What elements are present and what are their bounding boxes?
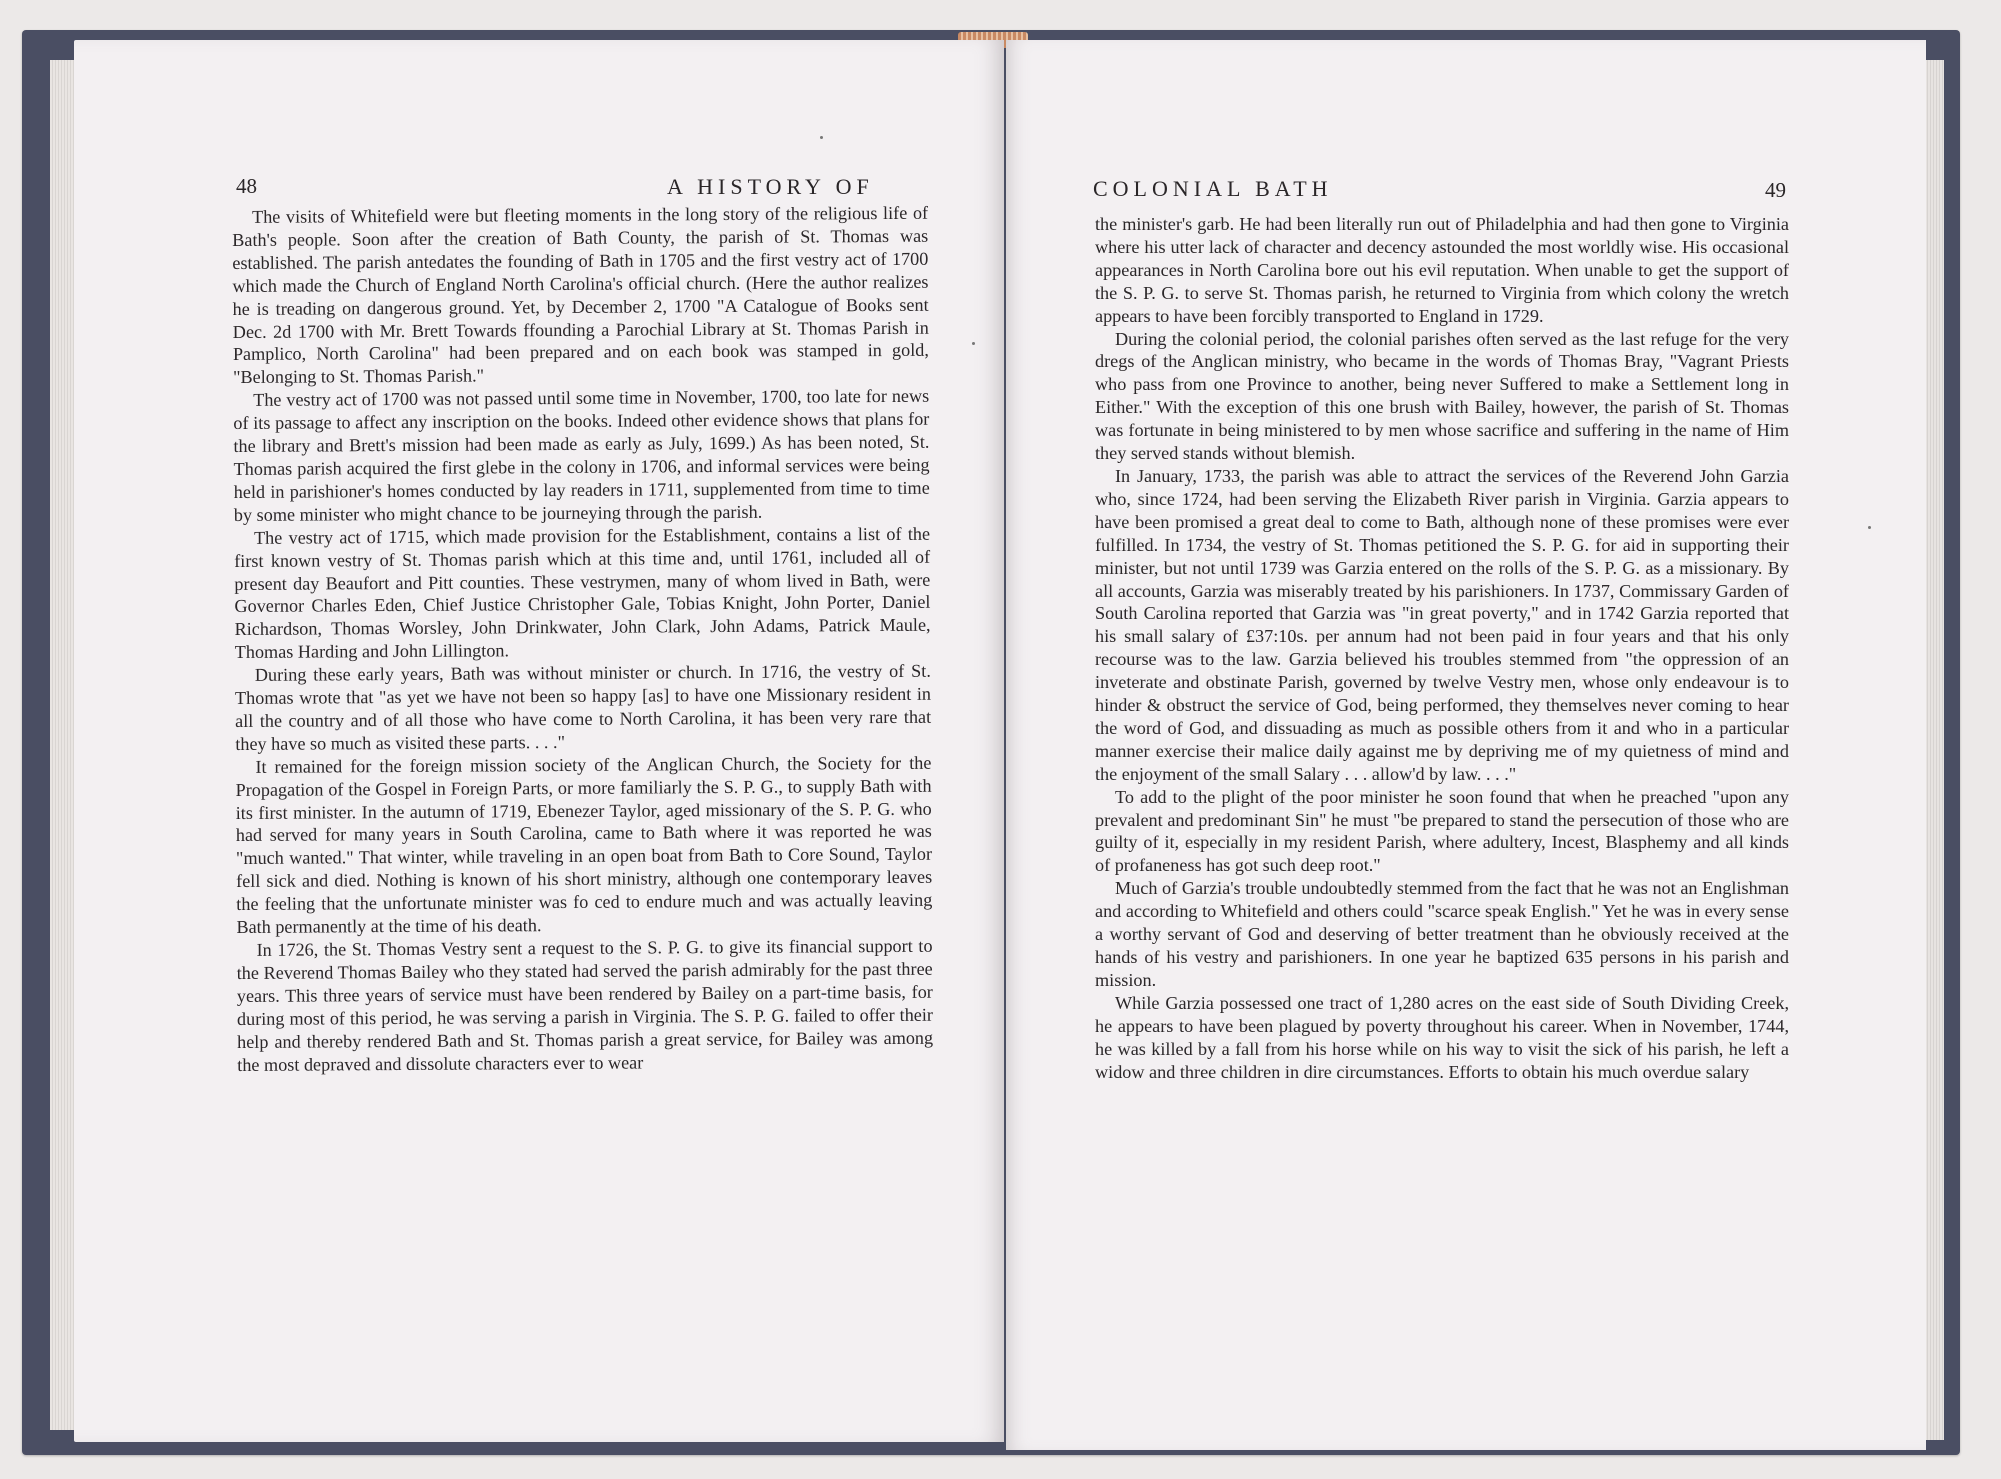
paper-speck xyxy=(820,136,823,139)
paragraph: The vestry act of 1700 was not passed until some time in November, 1700, too late for news of its passage to affect any inscription on the books. Indeed other evidence shows that plans for the library and Brett's mission had been made as early as July, 1699.) As has been noted, St. Thomas parish acquired the first glebe in the colony in 1706, and informal services were being held in parishioner's homes conducted by lay readers in 1711, supplemented from time to time by some minister who might chance to be journeying through the parish. xyxy=(233,385,930,525)
paper-speck xyxy=(972,342,975,345)
left-running-head: A HISTORY OF xyxy=(667,174,874,199)
paragraph: In January, 1733, the parish was able to attract the services of the Reverend John Garzia who, since 1724, had been serving the Elizabeth River parish in Virginia. Garzia appears to have been promised a great deal to come to Bath, although none of these promises were ever fulfilled. In 1734, the vestry of St. Thomas petitioned the S. P. G. for aid in supporting their minister, but not until 1739 was Garzia entered on the rolls of the S. P. G. as a missionary. By all accounts, Garzia was miserably treated by his parishioners. In 1737, Commissary Garden of South Carolina reported that Garzia was "in great poverty," and in 1742 Garzia reported that his small salary of £37:10s. per annum had not been paid in four years and that his only recourse was to the law. Garzia believed his troubles stemmed from "the oppression of an inveterate and obstinate Parish, governed by twelve Vestry men, whose only endeavour is to hinder & obstruct the service of God, being performed, they themselves never coming to hear the word of God, and dissuading as much as possible others from it and who in a particular manner exercise their malice daily against me by depriving me of my quietness of mind and the enjoyment of the small Salary . . . allow'd by law. . . ." xyxy=(1095,465,1789,784)
paragraph: To add to the plight of the poor minister he soon found that when he preached "upon any prevalent and predominant Sin" he must "be prepared to stand the persecution of those who are guilty of it, especially in my resident Parish, where adultery, Incest, Blasphemy and all kinds of profaneness has got such deep root." xyxy=(1095,786,1789,876)
paper-speck xyxy=(1868,526,1871,529)
paragraph: Much of Garzia's trouble undoubtedly stemmed from the fact that he was not an Englishman and according to Whitefield and others could "scarce speak English." Yet he was in every sense a worthy servant of God and deserving of better treatment than he obviously received at the hands of his vestry and parishioners. In one year he baptized 635 persons in his parish and mission. xyxy=(1095,878,1789,990)
left-page-edges xyxy=(50,60,76,1430)
paragraph: The vestry act of 1715, which made provision for the Establishment, contains a list of the first known vestry of St. Thomas parish which at this time and, until 1761, included all of present day Beaufort and Pitt counties. These vestrymen, many of whom lived in Bath, were Governor Charles Eden, Chief Justice Christopher Gale, Tobias Knight, John Porter, Daniel Richardson, Thomas Worsley, John Drinkwater, John Clark, John Adams, Patrick Maule, Thomas Harding and John Lillington. xyxy=(234,523,931,663)
right-running-head: COLONIAL BATH xyxy=(1093,176,1333,201)
right-page-body xyxy=(1095,213,1789,1083)
left-page-number: 48 xyxy=(236,174,257,198)
right-page-number: 49 xyxy=(1765,178,1786,202)
paragraph: It remained for the foreign mission society of the Anglican Church, the Society for the Propagation of the Gospel in Foreign Parts, or more familiarly the S. P. G., to supply Bath with its first minister. In the autumn of 1719, Ebenezer Taylor, aged missionary of the S. P. G. who had served for many years in South Carolina, came to Bath where it was reported he was "much wanted." That winter, while traveling in an open boat from Bath to Core Sound, Taylor fell sick and died. Nothing is known of his short ministry, although one contemporary leaves the feeling that the unfortunate minister was fo ced to endure much and was actually leaving Bath permanently at the time of his death. xyxy=(235,752,933,938)
left-page-body xyxy=(232,202,933,1077)
paragraph: The visits of Whitefield were but fleeting moments in the long story of the religious life of Bath's people. Soon after the creation of Bath County, the parish of St. Thomas was established. The parish antedates the founding of Bath in 1705 and the first vestry act of 1700 which made the Church of England North Carolina's official church. (Here the author realizes he is treading on dangerous ground. Yet, by December 2, 1700 "A Catalogue of Books sent Dec. 2d 1700 with Mr. Brett Towards ffounding a Parochial Library at St. Thomas Parish in Pamplico, North Carolina" had been prepared and on each book was stamped in gold, "Belonging to St. Thomas Parish." xyxy=(232,202,929,388)
paragraph: During the colonial period, the colonial parishes often served as the last refuge for the very dregs of the Anglican ministry, who became in the words of Thomas Bray, "Vagrant Priests who pass from one Province to another, being never Suffered to make a Settlement long in Either." With the exception of this one brush with Bailey, however, the parish of St. Thomas was fortunate in being ministered to by men whose sacrifice and suffering in the name of Him they served stands without blemish. xyxy=(1095,328,1789,464)
paragraph: the minister's garb. He had been literally run out of Philadelphia and had then gone to Virginia where his utter lack of character and decency astounded the most worldly wise. His occasional appearances in North Carolina bore out his evil reputation. When unable to get the support of the S. P. G. to serve St. Thomas parish, he returned to Virginia from which colony the wretch appears to have been forcibly transported to England in 1729. xyxy=(1095,214,1789,326)
paragraph: In 1726, the St. Thomas Vestry sent a request to the S. P. G. to give its financial support to the Reverend Thomas Bailey who they stated had served the parish admirably for the past three years. This three years of service must have been rendered by Bailey on a part-time basis, for during most of this period, he was serving a parish in Virginia. The S. P. G. failed to offer their help and thereby rendered Bath and St. Thomas parish a great service, for Bailey was among the most depraved and dissolute characters ever to wear xyxy=(236,935,934,1075)
paragraph: During these early years, Bath was without minister or church. In 1716, the vestry of St. Thomas wrote that "as yet we have not been so happy [as] to have one Missionary resident in all the country and of all those who have come to North Carolina, it has been very rare that they have so much as visited these parts. . . ." xyxy=(234,660,932,754)
paragraph: While Garzia possessed one tract of 1,280 acres on the east side of South Dividing Creek, he appears to have been plagued by poverty throughout his career. When in November, 1744, he was killed by a fall from his horse while on his way to visit the sick of his parish, he left a widow and three children in dire circumstances. Efforts to obtain his much overdue salary xyxy=(1095,992,1789,1082)
